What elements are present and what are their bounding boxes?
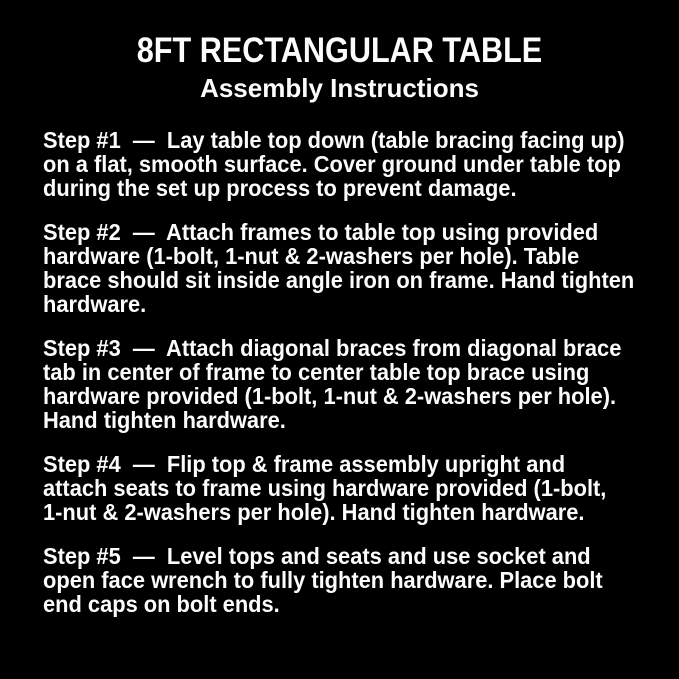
step-5-paragraph: [43, 544, 643, 616]
step-3-paragraph: [43, 336, 643, 432]
step-5-line-1: Step #5 — Level tops and seats and use socket and: [43, 543, 591, 569]
step-1-line-2: on a flat, smooth surface. Cover ground under table top: [43, 151, 621, 177]
step-2-paragraph: [43, 220, 643, 316]
step-5-line-2: open face wrench to fully tighten hardware. Place bolt: [43, 567, 603, 593]
step-2-line-4: hardware.: [43, 291, 147, 317]
poster-subtitle: Assembly Instructions: [200, 73, 479, 103]
step-3-line-2: tab in center of frame to center table top brace using: [43, 359, 590, 385]
step-2-line-1: Step #2 — Attach frames to table top using provided: [43, 219, 599, 245]
step-1-line-3: during the set up process to prevent damage.: [43, 175, 517, 201]
step-4-paragraph: [43, 452, 643, 524]
step-4-line-1: Step #4 — Flip top & frame assembly upright and: [43, 451, 566, 477]
step-3-line-4: Hand tighten hardware.: [43, 407, 286, 433]
step-4-line-2: attach seats to frame using hardware provided (1-bolt,: [43, 475, 607, 501]
step-1-line-1: Step #1 — Lay table top down (table bracing facing up): [43, 127, 625, 153]
step-3-line-1: Step #3 — Attach diagonal braces from diagonal brace: [43, 335, 622, 361]
steps-list: [43, 128, 643, 616]
step-4-line-3: 1-nut & 2-washers per hole). Hand tighten hardware.: [43, 499, 585, 525]
poster-title: 8FT RECTANGULAR TABLE: [136, 31, 543, 70]
step-1-paragraph: [43, 128, 643, 200]
step-2-line-2: hardware (1-bolt, 1-nut & 2-washers per hole). Table: [43, 243, 580, 269]
step-3-line-3: hardware provided (1-bolt, 1-nut & 2-washers per hole).: [43, 383, 617, 409]
step-2-line-3: brace should sit inside angle iron on frame. Hand tighten: [43, 267, 635, 293]
step-5-line-3: end caps on bolt ends.: [43, 591, 280, 617]
